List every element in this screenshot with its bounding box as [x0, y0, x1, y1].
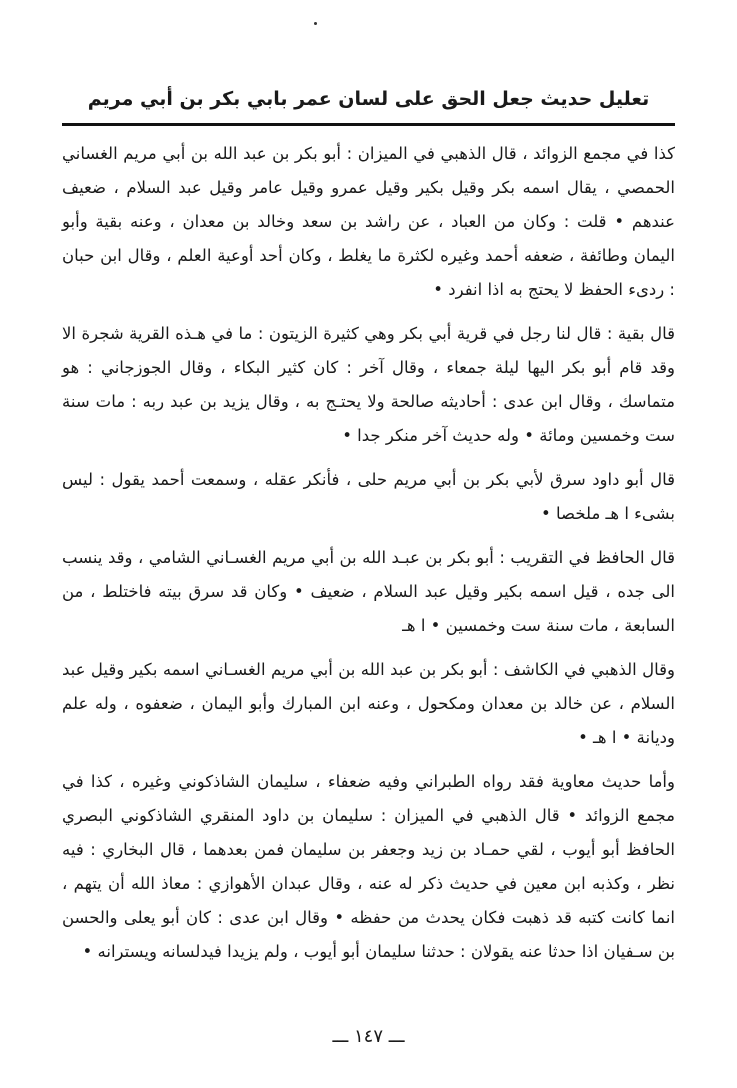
header-rule — [62, 123, 675, 126]
paragraph-1: كذا في مجمع الزوائد ، قال الذهبي في الميزان : أبو بكر بن عبد الله بن أبي مريم الغساني الحمصي ، يقال اسمه بكر وقيل بكير وقيل عمرو وقيل عامر وقيل عبد السلام ، ضعيف عندهم • قلت : وكان من العباد ، عن راشد بن سعد وخالد بن معدان ، وعنه بقية وأبو اليمان وطائفة ، ضعفه أحمد وغيره لكثرة ما يغلط ، وكان أحد أوعية العلم ، وقال ابن حبان : ردىء الحفظ لا يحتج به اذا انفرد • — [62, 144, 675, 299]
paragraph-4: قال الحافظ في التقريب : أبو بكر بن عبـد الله بن أبي مريم الغسـاني الشامي ، وقد ينسب الى جده ، قيل اسمه بكير وقيل عبد السلام ، ضعيف • وكان قد سرق بيته فاختلط ، من السابعة ، مات سنة ست وخمسين • ا هـ — [62, 548, 675, 635]
paragraph-3: قال أبو داود سرق لأبي بكر بن أبي مريم حلى ، فأنكر عقله ، وسمعت أحمد يقول : ليس بشىء ا هـ ملخصا • — [62, 470, 675, 523]
paragraph-5: وقال الذهبي في الكاشف : أبو بكر بن عبد الله بن أبي مريم الغسـاني اسمه بكير وقيل عبد السلام ، عن خالد بن معدان ومكحول ، وعنه ابن المبارك وأبو اليمان ، ضعفوه ، وله علم وديانة • ا هـ • — [62, 660, 675, 747]
ink-speck — [314, 22, 317, 25]
running-header: تعليل حديث جعل الحق على لسان عمر بابي بكر بن أبي مريم — [87, 88, 650, 110]
paragraph-6: وأما حديث معاوية فقد رواه الطبراني وفيه ضعفاء ، سليمان الشاذكوني وغيره ، كذا في مجمع الزوائد • قال الذهبي في الميزان : سليمان بن داود المنقري الشاذكوني البصري الحافظ أبو أيوب ، لقي حمـاد بن زيد وجعفر بن سليمان فمن بعدهما ، قال البخاري : فيه نظر ، وكذبه ابن معين في حديث ذكر له عنه ، وقال عبدان الأهوازي : معاذ الله أن يتهم ، انما كانت كتبه قد ذهبت فكان يحدث من حفظه • وقال ابن عدى : كان أبو يعلى والحسن بن سـفيان اذا حدثا عنه يقولان : حدثنا سليمان أبو أيوب ، ولم يزيدا فيدلسانه ويسترانه • — [62, 772, 675, 961]
page-body — [62, 137, 675, 979]
book-page — [62, 0, 675, 1088]
page-number: ـــ ١٤٧ ـــ — [332, 1026, 405, 1047]
paragraph-2: قال بقية : قال لنا رجل في قرية أبي بكر وهي كثيرة الزيتون : ما في هـذه القرية شجرة الا وقد قام أبو بكر اليها ليلة جمعاء ، وقال آخر : كان كثير البكاء ، وقال الجوزجاني : هو متماسك ، وقال ابن عدى : أحاديثه صالحة ولا يحتـج به ، وقال يزيد بن عبد ربه : مات سنة ست وخمسين ومائة • وله حديث آخر منكر جدا • — [62, 324, 675, 445]
